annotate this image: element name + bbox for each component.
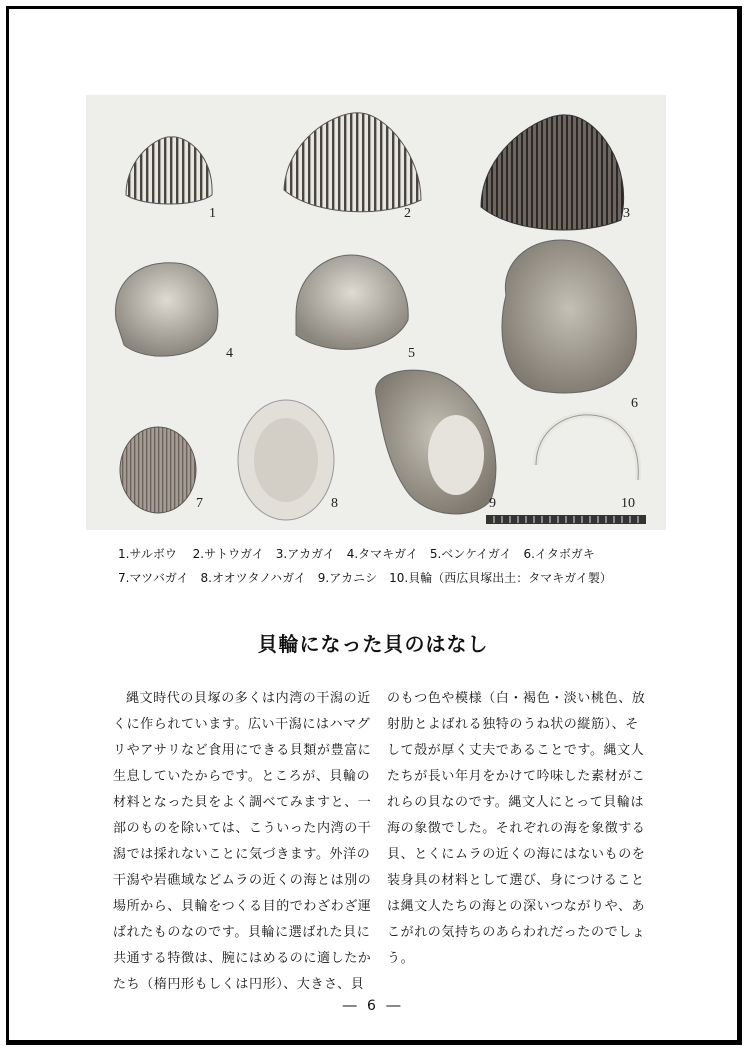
shell-photograph	[86, 95, 666, 530]
label-8: 8	[331, 496, 338, 511]
body-text-left: 縄文時代の貝塚の多くは内湾の干潟の近くに作られています。広い干潟にはハマグリやアサリなど食用にできる貝類が豊富に生息していたからです。ところが、貝輪の材料となった貝をよく調べてみますと、一部のものを除いては、こういった内湾の干潟では採れないことに気づきます。外洋の干潟や岩礁域などムラの近くの海とは別の場所から、貝輪をつくる目的でわざわざ運ばれたものなのです。貝輪に選ばれた貝に共通する特徴は、腕にはめるのに適したかたち（楕円形もしくは円形）、大きさ、貝	[113, 691, 372, 992]
caption-line-1: 1.サルボウ 2.サトウガイ 3.アカガイ 4.タマキガイ 5.ベンケイガイ 6.イタボガキ	[118, 547, 595, 561]
shell-7-matsubagai	[120, 427, 196, 513]
page-number: ― 6 ―	[342, 998, 404, 1014]
body-column-left	[113, 686, 375, 998]
caption-line-2: 7.マツバガイ 8.オオツタノハガイ 9.アカニシ 10.貝輪（西広貝塚出土：タマキガイ製）	[118, 571, 612, 585]
label-2: 2	[404, 206, 411, 221]
label-3: 3	[623, 206, 630, 221]
shell-illustration	[86, 95, 666, 530]
label-10: 10	[621, 496, 635, 511]
body-text-right: のもつ色や模様（白・褐色・淡い桃色、放射肋とよばれる独特のうね状の縦筋）、そして殻が厚く丈夫であることです。縄文人たちが長い年月をかけて吟味した素材がこれらの貝なのです。縄文人にとって貝輪は海の象徴でした。それぞれの海を象徴する貝、とくにムラの近くの海にはないものを装身具の材料として選び、身につけることは縄文人たちの海との深いつながりや、あこがれの気持ちのあらわれだったのでしょう。	[387, 691, 646, 966]
label-9: 9	[489, 496, 496, 511]
label-4: 4	[226, 346, 233, 361]
label-7: 7	[196, 496, 203, 511]
figure-caption	[118, 542, 678, 590]
label-1: 1	[209, 206, 216, 221]
article-title: 貝輪になった貝のはなし	[257, 632, 489, 656]
label-5: 5	[408, 346, 415, 361]
body-column-right	[387, 686, 649, 972]
label-6: 6	[631, 396, 638, 411]
shell-4-tamakigai	[115, 263, 217, 356]
